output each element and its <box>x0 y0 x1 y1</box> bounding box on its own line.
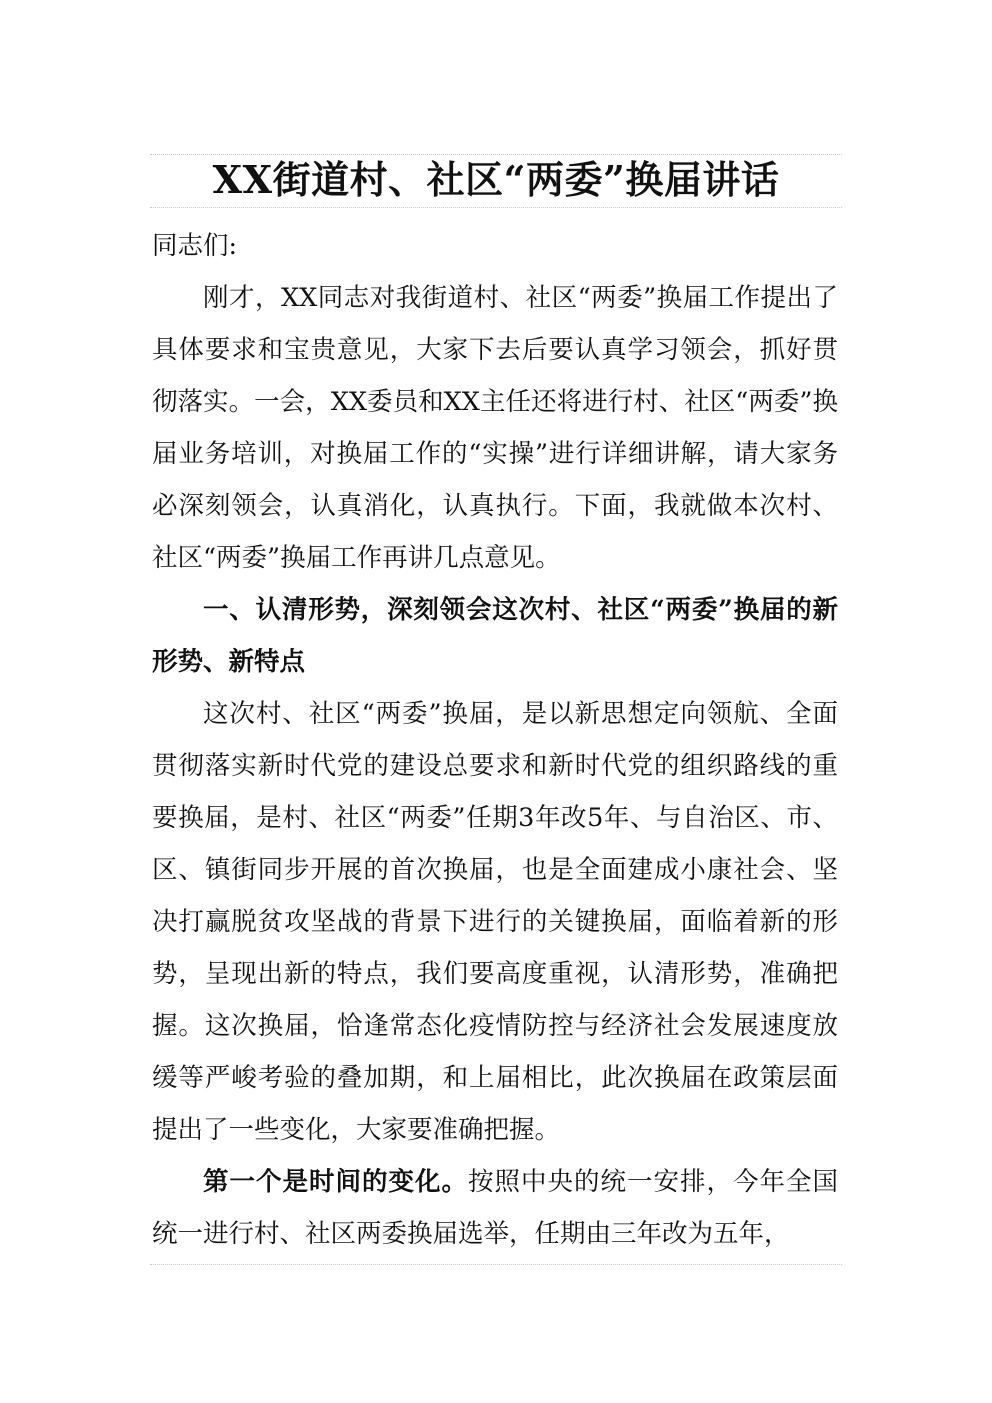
section-paragraph: 这次村、社区“两委”换届，是以新思想定向领航、全面贯彻落实新时代党的建设总要求和新时代党的组织路线的重要换届，是村、社区“两委”任期3年改5年、与自治区、市、区、镇街同步开展的首次换届，也是全面建成小康社会、坚决打赢脱贫攻坚战的背景下进行的关键换届，面临着新的形势，呈现出新的特点，我们要高度重视，认清形势，准确把握。这次换届，恰逢常态化疫情防控与经济社会发展速度放缓等严峻考验的叠加期，和上届相比，此次换届在政策层面提出了一些变化，大家要准确把握。 <box>152 699 838 1145</box>
point-text: 按照中央的统一安排，今年全国统一进行村、社区两委换届选举，任期由三年改为五年， <box>152 1167 838 1249</box>
point-lead: 第一个是时间的变化。 <box>203 1167 468 1197</box>
point-paragraph <box>152 1156 838 1260</box>
intro-paragraph: 刚才，XX同志对我街道村、社区“两委”换届工作提出了具体要求和宝贵意见，大家下去后要认真学习领会，抓好贯彻落实。一会，XX委员和XX主任还将进行村、社区“两委”换届业务培训，对换届工作的“实操”进行详细讲解，请大家务必深刻领会，认真消化，认真执行。下面，我就做本次村、社区“两委”换届工作再讲几点意见。 <box>152 283 838 573</box>
section-heading: 一、认清形势，深刻领会这次村、社区“两委”换届的新形势、新特点 <box>152 595 838 677</box>
document-body <box>152 220 838 1260</box>
salutation: 同志们: <box>152 231 238 261</box>
page-title: XX街道村、社区“两委”换届讲话 <box>212 157 780 202</box>
divider <box>150 1264 842 1265</box>
divider <box>150 207 842 208</box>
